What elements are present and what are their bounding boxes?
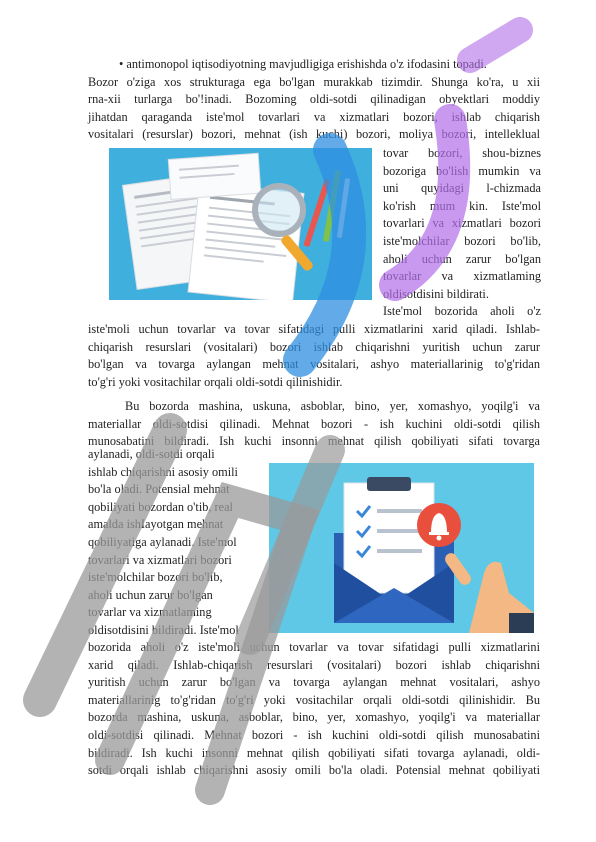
text-line: tovarlari va xizmatlari bozori bbox=[88, 552, 232, 567]
text-line: ishlab chiqarishni asosiy omili bbox=[88, 464, 238, 479]
text-line: bo'lgan va tovarga aylangan mehnat vositalari, ashyo materiallarinig to'g'ridan bbox=[88, 357, 540, 372]
text-line: bozorda mashina, uskuna, asboblar, bino, yer, xomashyo, yoqilg'i va materiallar bbox=[88, 710, 540, 725]
text-line: tovarlari va xizmatlari bozori bbox=[383, 216, 541, 231]
text-line: bozorida aholi o'z iste'moli uchun tovarlar va tovar sifatidagi pulli xizmatlarini bbox=[88, 640, 540, 654]
text-line: tovar bozori, shou-biznes bbox=[383, 146, 541, 160]
text-line: rna-xii turlarga bo'!inadi. Bozoming oldi-sotdi qilinadigan obyektlari moddiy bbox=[88, 92, 540, 107]
text-line: aholi uchun zarur bo'lgan bbox=[383, 251, 541, 266]
text-line: iste'moli uchun tovarlar va tovar sifatidagi pulli xizmatlarini xarid qiladi. Ishlab- bbox=[88, 322, 540, 336]
text-line: aholi uchun zarur bo'lgan bbox=[88, 587, 213, 602]
text-line: xarid qiladi. Ishlab-chiqarish resurslari (vositalari) bozori ishlab chiqarishni bbox=[88, 657, 540, 672]
text-line: materiallar oldi-sotdisi qilinadi. Mehnat bozori - ish kuchini oldi-sotdi qilish bbox=[88, 416, 540, 431]
envelope-bell-icon bbox=[269, 463, 534, 633]
text-line: oldi-sotdisi qilinadi. Mehnat bozori - ish kuchini oldi-sotdi qilish munosabatini bbox=[88, 728, 540, 742]
text-line: bozoriga bo'lish mumkin va bbox=[383, 163, 541, 178]
text-line: • antimonopol iqtisodiyotning mavjudligiga erishishda o'z ifodasini topadi. bbox=[119, 57, 487, 71]
documents-magnifier-icon bbox=[109, 148, 372, 300]
text-line: Bu bozorda mashina, uskuna, asboblar, bino, yer, xomashyo, yoqilg'i va bbox=[125, 399, 540, 413]
text-line: munosabatini bildiradi. Ish kuchi insonni mehnat qilish qobiliyati sifati tovarga bbox=[88, 434, 540, 449]
text-line: bo'la oladi. Potensial mehnat bbox=[88, 482, 230, 497]
text-line: amalda ishIayotgan mehnat bbox=[88, 517, 224, 532]
text-line: jihatdan qaraganda iste'mol tovarlari va xizmatlari bozori, ishlab chiqarish bbox=[88, 109, 540, 124]
text-line: yuritish uchun zarur bo'lgan va tovarga aylangan mehnat vositalari, ashyo bbox=[88, 675, 540, 690]
text-line: vositalari (resurslar) bozori, mehnat (ish kuchi) bozori, moliya bozori, intelleklual bbox=[88, 127, 540, 142]
text-line: sotdi orqali ishlab chiqarishni asosiy omili bo'la oladi. Potensial mehnat qobiliyati bbox=[88, 763, 540, 778]
text-line: tovarlar va xizmatlaming bbox=[383, 269, 541, 284]
text-line: oldisotdisini bildiradi. Iste'mol bbox=[88, 623, 239, 637]
text-line: iste'molchilar bozori bo'lib, bbox=[383, 234, 541, 248]
documents-illustration bbox=[109, 148, 372, 300]
text-line: aylanadi, oldi-sotdi orqali bbox=[88, 447, 215, 461]
text-line: tovarlar va xizmatlaming bbox=[88, 605, 212, 620]
text-line: to'g'ri yoki vositachilar orqali oldi-sotdi qilinishidir. bbox=[88, 374, 343, 389]
text-line: uni quyidagi l-chizmada bbox=[383, 181, 541, 196]
text-line: qobiliyatiga aylanadi. Iste'mol bbox=[88, 535, 237, 549]
notification-illustration bbox=[269, 463, 534, 633]
text-line: qobiliyati bozordan o'tib, real bbox=[88, 499, 233, 514]
text-line: materiallarinig to'g'ridan to'g'ri yoki vositachilar orqali oldi-sotdi qilinishidir. Bu bbox=[88, 692, 540, 707]
text-line: ko'rish mum kin. Iste'mol bbox=[383, 198, 541, 213]
text-line: iste'molchilar bozori bo'lib, bbox=[88, 570, 223, 585]
text-line: Bozor o'ziga xos strukturaga ega bo'lgan murakkab tizimdir. Shunga ko'ra, u xii bbox=[88, 74, 540, 89]
text-line: bildiradi. Ish kuchi insonni mehnat qilish qobiliyati sifati tovarga aylanadi, oldi- bbox=[88, 745, 540, 760]
text-line: Iste'mol bozorida aholi o'z bbox=[383, 304, 541, 319]
text-line: oldisotdisini bildirati. bbox=[383, 286, 489, 301]
text-line: chiqarish resurslari (vositalari) bozori ishlab chiqarishni yuritish uchun zarur bbox=[88, 339, 540, 354]
